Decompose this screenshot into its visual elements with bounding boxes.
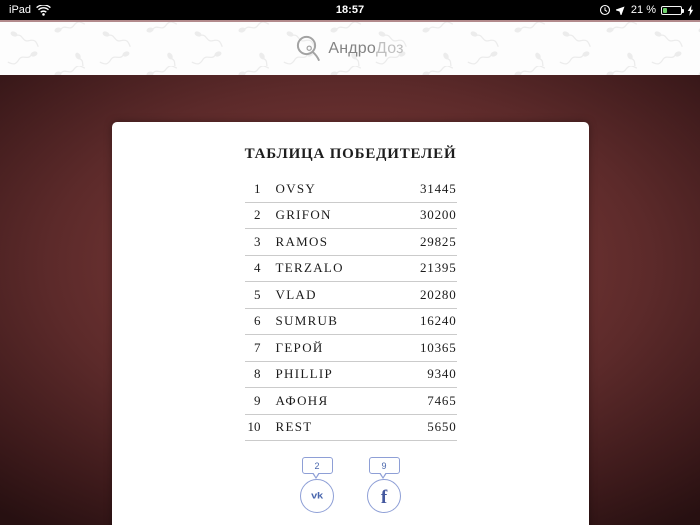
row-rank: 4 xyxy=(254,260,261,276)
row-score: 30200 xyxy=(420,207,457,223)
table-row xyxy=(245,229,457,256)
row-score: 16240 xyxy=(420,313,457,329)
row-rank: 9 xyxy=(254,392,261,408)
logo-text-secondary: Доз xyxy=(375,39,404,57)
row-player-name: OVSY xyxy=(275,180,317,196)
fb-share-button[interactable] xyxy=(367,479,401,513)
table-row xyxy=(245,415,457,442)
row-player-name: GRIFON xyxy=(275,207,332,223)
row-rank: 10 xyxy=(247,419,261,435)
battery-fill xyxy=(663,8,667,13)
row-score: 9340 xyxy=(427,366,457,382)
table-row xyxy=(245,282,457,309)
row-rank: 3 xyxy=(254,233,261,249)
row-player-name: АФОНЯ xyxy=(275,392,329,408)
leaderboard-card xyxy=(112,122,589,525)
row-score: 31445 xyxy=(420,180,457,196)
fb-count-bubble[interactable] xyxy=(369,457,400,474)
table-row xyxy=(245,362,457,389)
row-rank: 7 xyxy=(254,339,261,355)
row-rank: 1 xyxy=(254,180,261,196)
table-row xyxy=(245,309,457,336)
app-header xyxy=(0,22,700,75)
vk-share-group xyxy=(300,457,334,513)
time-label: 18:57 xyxy=(335,4,365,16)
table-row xyxy=(245,203,457,230)
row-player-name: RAMOS xyxy=(275,233,329,249)
status-bar xyxy=(0,0,700,20)
fb-share-group xyxy=(367,457,401,513)
table-row xyxy=(245,176,457,203)
row-player-name: VLAD xyxy=(275,286,317,302)
row-score: 7465 xyxy=(427,392,457,408)
carrier-label: iPad xyxy=(9,4,32,16)
magnifier-icon xyxy=(296,35,321,62)
row-rank: 6 xyxy=(254,313,261,329)
row-rank: 2 xyxy=(254,207,261,223)
fb-count: 9 xyxy=(381,460,387,471)
vk-count-bubble[interactable] xyxy=(302,457,333,474)
table-row xyxy=(245,335,457,362)
facebook-icon: f xyxy=(380,486,388,508)
row-player-name: REST xyxy=(275,419,313,435)
page-title: ТАБЛИЦА ПОБЕДИТЕЛЕЙ xyxy=(244,146,457,162)
row-rank: 5 xyxy=(254,286,261,302)
battery-percent-label: 21 % xyxy=(630,4,656,16)
logo-text-primary: Андро xyxy=(328,39,376,57)
row-score: 5650 xyxy=(427,419,457,435)
status-bar-clock xyxy=(0,4,700,16)
page-background xyxy=(0,75,700,525)
battery-icon xyxy=(661,6,682,15)
row-player-name: PHILLIP xyxy=(275,366,333,382)
row-score: 20280 xyxy=(420,286,457,302)
share-bar xyxy=(112,457,589,513)
leaderboard-table xyxy=(245,176,457,441)
row-score: 21395 xyxy=(420,260,457,276)
table-row xyxy=(245,388,457,415)
row-player-name: SUMRUB xyxy=(275,313,339,329)
row-score: 29825 xyxy=(420,233,457,249)
row-player-name: ГЕРОЙ xyxy=(275,339,324,355)
vk-icon: vk xyxy=(311,490,323,502)
row-rank: 8 xyxy=(254,366,261,382)
table-row xyxy=(245,256,457,283)
row-player-name: TERZALO xyxy=(275,260,344,276)
row-score: 10365 xyxy=(420,339,457,355)
app-logo[interactable] xyxy=(0,22,700,75)
logo-text xyxy=(328,40,403,58)
vk-share-button[interactable] xyxy=(300,479,334,513)
vk-count: 2 xyxy=(314,460,320,471)
